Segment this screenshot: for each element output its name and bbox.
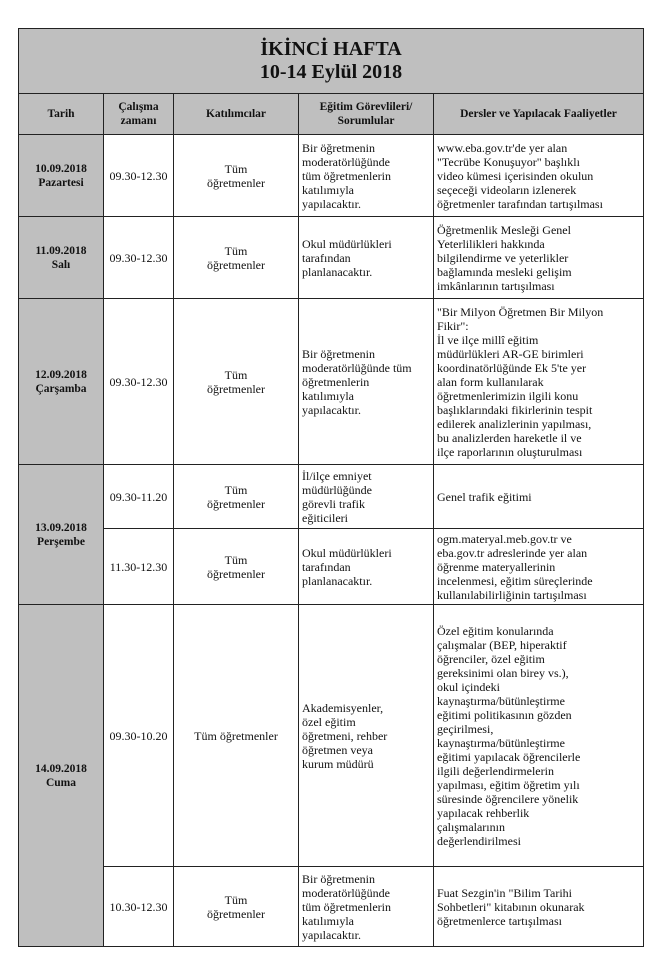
participants-cell: Tüm öğretmenler (174, 529, 299, 605)
time-cell: 09.30-12.30 (104, 135, 174, 217)
schedule-table (18, 28, 644, 947)
header-tarih: Tarih (19, 94, 104, 135)
activity-cell: ogm.materyal.meb.gov.tr ve eba.gov.tr adreslerinde yer alan öğrenme materyallerinin incelenmesi, eğitim süreçlerinde kullanılabilirliğinin tartışılması (434, 529, 644, 605)
activity-cell: www.eba.gov.tr'de yer alan "Tecrübe Konuşuyor" başlıklı video kümesi içerisinden okulun seçeceği videoların izlenerek öğretmenler tarafından tartışılması (434, 135, 644, 217)
responsible-cell: Bir öğretmenin moderatörlüğünde tüm öğretmenlerin katılımıyla yapılacaktır. (299, 135, 434, 217)
activity-cell: "Bir Milyon Öğretmen Bir Milyon Fikir": İl ve ilçe millî eğitim müdürlükleri AR-GE birimleri koordinatörlüğünde Ek 5'te yer alan form kullanılarak öğretmenlerimizin ilgili konu başlıklarındaki fikirlerinin tespit edilerek analizlerinin yapılması, bu analizlerden hareketle il ve ilçe raporlarının oluşturulması (434, 299, 644, 465)
table-row (19, 529, 644, 605)
participants-cell: Tüm öğretmenler (174, 217, 299, 299)
time-cell: 11.30-12.30 (104, 529, 174, 605)
table-row (19, 217, 644, 299)
activity-cell: Özel eğitim konularında çalışmalar (BEP, hiperaktif öğrenciler, özel eğitim gereksinimi olan birey vs.), okul içindeki kaynaştırma/bütünleştirme eğitimi politikasının gözden geçirilmesi, kaynaştırma/bütünleştirme eğitimi yapılacak öğrencilerle ilgili değerlendirmelerin yapılması, eğitim öğretim yılı süresinde öğrencilere yönelik yapılacak rehberlik çalışmalarının değerlendirilmesi (434, 605, 644, 867)
participants-cell: Tüm öğretmenler (174, 867, 299, 947)
date-cell: 14.09.2018 Cuma (19, 605, 104, 947)
participants-cell: Tüm öğretmenler (174, 135, 299, 217)
header-row (19, 94, 644, 135)
week-title (19, 29, 644, 94)
responsible-cell: Akademisyenler, özel eğitim öğretmeni, rehber öğretmen veya kurum müdürü (299, 605, 434, 867)
header-dersler: Dersler ve Yapılacak Faaliyetler (434, 94, 644, 135)
date-cell: 13.09.2018 Perşembe (19, 465, 104, 605)
table-row (19, 605, 644, 867)
date-cell: 12.09.2018 Çarşamba (19, 299, 104, 465)
time-cell: 09.30-10.20 (104, 605, 174, 867)
header-katilimcilar: Katılımcılar (174, 94, 299, 135)
time-cell: 09.30-11.20 (104, 465, 174, 529)
table-row (19, 465, 644, 529)
time-cell: 10.30-12.30 (104, 867, 174, 947)
participants-cell: Tüm öğretmenler (174, 299, 299, 465)
header-calisma-zamani: Çalışma zamanı (104, 94, 174, 135)
participants-cell: Tüm öğretmenler (174, 605, 299, 867)
responsible-cell: İl/ilçe emniyet müdürlüğünde görevli trafik eğiticileri (299, 465, 434, 529)
activity-cell: Genel trafik eğitimi (434, 465, 644, 529)
responsible-cell: Okul müdürlükleri tarafından planlanacaktır. (299, 529, 434, 605)
activity-cell: Öğretmenlik Mesleği Genel Yeterlilikleri hakkında bilgilendirme ve yeterlikler bağlamında mesleki gelişim imkânlarının tartışılması (434, 217, 644, 299)
activity-cell: Fuat Sezgin'in "Bilim Tarihi Sohbetleri" kitabının okunarak öğretmenlerce tartışılması (434, 867, 644, 947)
participants-cell: Tüm öğretmenler (174, 465, 299, 529)
header-egitim-gorevlileri: Eğitim Görevlileri/ Sorumlular (299, 94, 434, 135)
date-cell: 11.09.2018 Salı (19, 217, 104, 299)
time-cell: 09.30-12.30 (104, 217, 174, 299)
table-row (19, 135, 644, 217)
time-cell: 09.30-12.30 (104, 299, 174, 465)
week-title-line1: İKİNCİ HAFTA (260, 38, 402, 60)
responsible-cell: Okul müdürlükleri tarafından planlanacaktır. (299, 217, 434, 299)
table-row (19, 299, 644, 465)
responsible-cell: Bir öğretmenin moderatörlüğünde tüm öğretmenlerin katılımıyla yapılacaktır. (299, 299, 434, 465)
responsible-cell: Bir öğretmenin moderatörlüğünde tüm öğretmenlerin katılımıyla yapılacaktır. (299, 867, 434, 947)
table-row (19, 867, 644, 947)
date-cell: 10.09.2018 Pazartesi (19, 135, 104, 217)
week-title-line2: 10-14 Eylül 2018 (259, 61, 403, 83)
